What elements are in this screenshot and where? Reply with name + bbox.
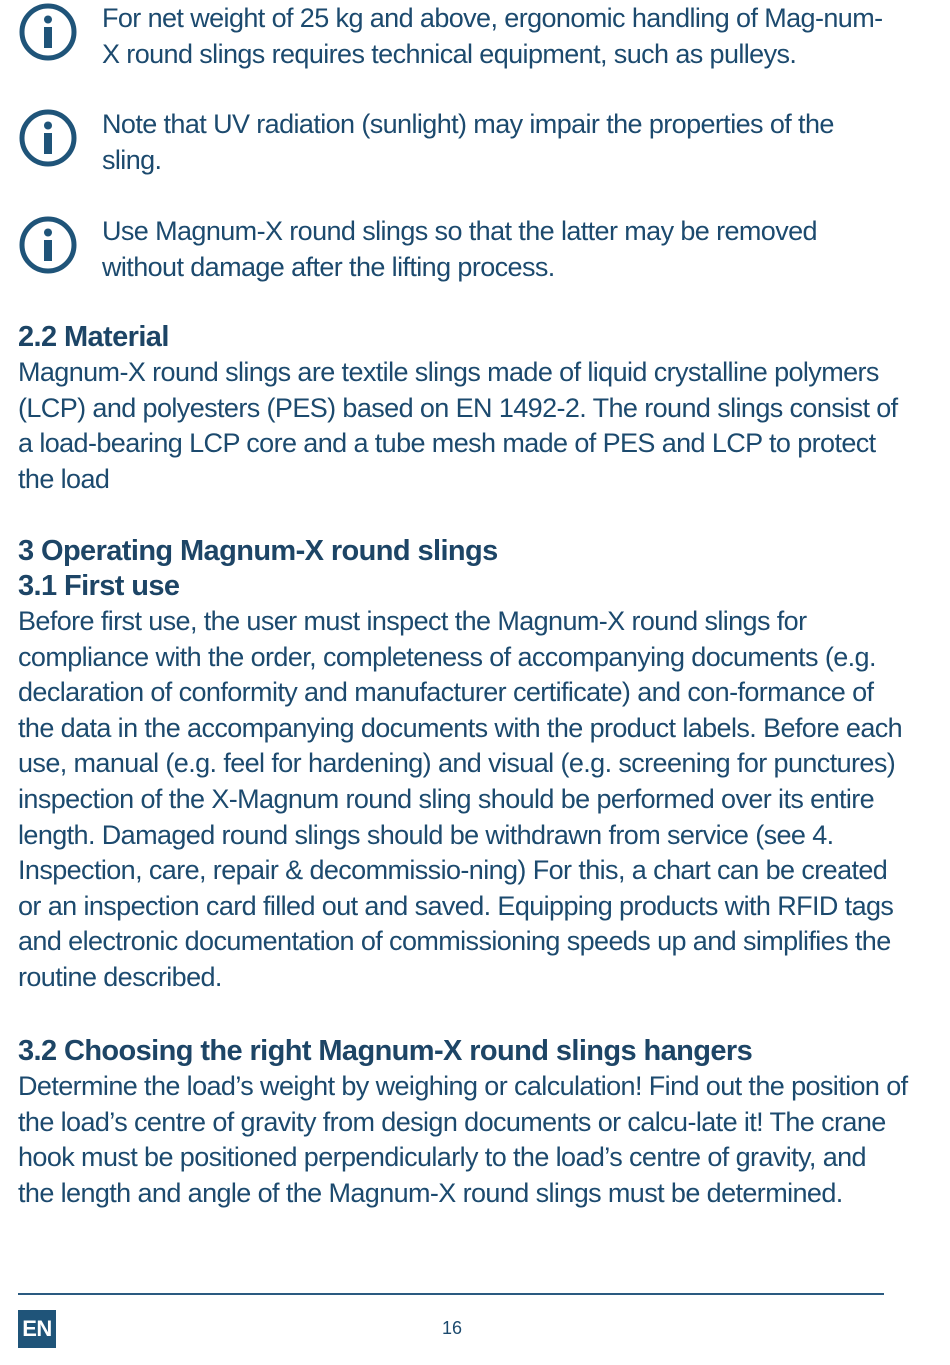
info-icon xyxy=(18,215,78,275)
subsection-heading: 3.1 First use xyxy=(18,570,180,602)
section-body: Determine the load’s weight by weighing or calculation! Find out the position of the load’s centre of gravity from design documents or calcu-late it! The crane hook must be positioned perpendicularly to the load’s centre of gravity, and the length and angle of the Magnum-X round slings must be determined. xyxy=(18,1071,908,1208)
info-note-2 xyxy=(18,106,898,178)
info-note-text: Note that UV radiation (sunlight) may impair the properties of the sling. xyxy=(102,109,834,175)
page-number: 16 xyxy=(441,1318,463,1338)
info-note-3 xyxy=(18,213,898,285)
info-note-1 xyxy=(18,0,898,72)
section-heading: 2.2 Material xyxy=(18,321,169,353)
language-badge: EN xyxy=(18,1310,56,1348)
footer-divider xyxy=(18,1293,884,1295)
info-note-text: For net weight of 25 kg and above, ergonomic handling of Mag-num-X round slings requires technical equipment, such as pulleys. xyxy=(102,3,883,69)
info-icon xyxy=(18,2,78,62)
section-body: Before first use, the user must inspect the Magnum-X round slings for compliance with the order, completeness of accompanying documents (e.g. declaration of conformity and manufacturer certificate) and con-formance of the data in the accompanying documents with the product labels. Before each use, manual (e.g. feel for hardening) and visual (e.g. screening for punctures) inspection of the X-Magnum round sling should be performed over its entire length. Damaged round slings should be withdrawn from service (see 4. Inspection, care, repair & decommissio-ning) For this, a chart can be created or an inspection card filled out and saved. Equipping products with RFID tags and electronic documentation of commissioning speeds up and simplifies the routine described. xyxy=(18,606,903,992)
section-operating xyxy=(18,534,908,996)
section-material xyxy=(18,320,908,497)
info-icon xyxy=(18,108,78,168)
section-choosing xyxy=(18,1034,908,1211)
section-heading: 3 Operating Magnum-X round slings xyxy=(18,535,498,567)
info-note-text: Use Magnum-X round slings so that the latter may be removed without damage after the lifting process. xyxy=(102,216,817,282)
section-heading: 3.2 Choosing the right Magnum-X round slings hangers xyxy=(18,1035,753,1067)
section-body: Magnum-X round slings are textile slings made of liquid crystalline polymers (LCP) and polyesters (PES) based on EN 1492-2. The round slings consist of a load-bearing LCP core and a tube mesh made of PES and LCP to protect the load xyxy=(18,357,898,494)
